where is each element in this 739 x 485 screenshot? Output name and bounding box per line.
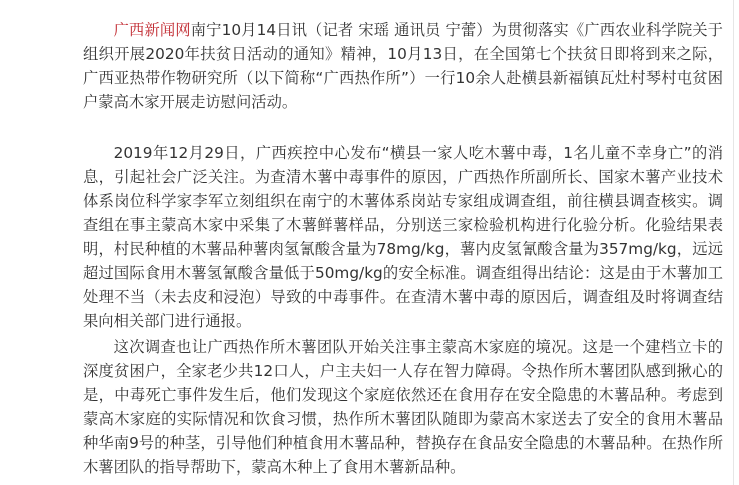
content-divider	[733, 0, 734, 485]
paragraph-lead	[83, 18, 723, 114]
paragraph-investigation-text: 2019年12月29日，广西疾控中心发布“横县一家人吃木薯中毒，1名儿童不幸身亡”的消息，引起社会广泛关注。为查清木薯中毒事件的原因，广西热作所副所长、国家木薯产业技术体系岗位科学家李军立刻组织在南宁的木薯体系岗站专家组成调查组，前往横县调查核实。调查组在事主蒙高木家中采集了木薯鲜薯样品，分别送三家检验机构进行化验分析。化验结果表明，村民种植的木薯品种薯肉氢氰酸含量为78mg/kg，薯内皮氢氰酸含量为357mg/kg，远远超过国际食用木薯氢氰酸含量低于50mg/kg的安全标准。调查组得出结论：这是由于木薯加工处理不当（未去皮和浸泡）导致的中毒事件。在查清木薯中毒的原因后，调查组及时将调查结果向相关部门进行通报。	[83, 144, 723, 330]
source-link[interactable]: 广西新闻网	[113, 21, 191, 39]
paragraph-family-situation	[83, 335, 723, 479]
paragraph-family-situation-text: 这次调查也让广西热作所木薯团队开始关注事主蒙高木家庭的境况。这是一个建档立卡的深度贫困户，全家老少共12口人，户主夫妇一人存在智力障碍。令热作所木薯团队感到揪心的是，中毒死亡事件发生后，他们发现这个家庭依然还在食用存在安全隐患的木薯品种。考虑到蒙高木家庭的实际情况和饮食习惯，热作所木薯团队随即为蒙高木家送去了安全的食用木薯品种华南9号的种茎，引导他们种植食用木薯品种，替换存在食品安全隐患的木薯品种。在热作所木薯团队的指导帮助下，蒙高木种上了食用木薯新品种。	[83, 338, 723, 476]
paragraph-investigation	[83, 141, 723, 333]
paragraph-lead-text: 南宁10月14日讯（记者 宋瑶 通讯员 宁蕾）为贯彻落实《广西农业科学院关于组织开展2020年扶贫日活动的通知》精神，10月13日，在全国第七个扶贫日即将到来之际，广西亚热带作物研究所（以下简称“广西热作所”）一行10余人赴横县新福镇瓦灶村琴村屯贫困户蒙高木家开展走访慰问活动。	[83, 21, 723, 111]
